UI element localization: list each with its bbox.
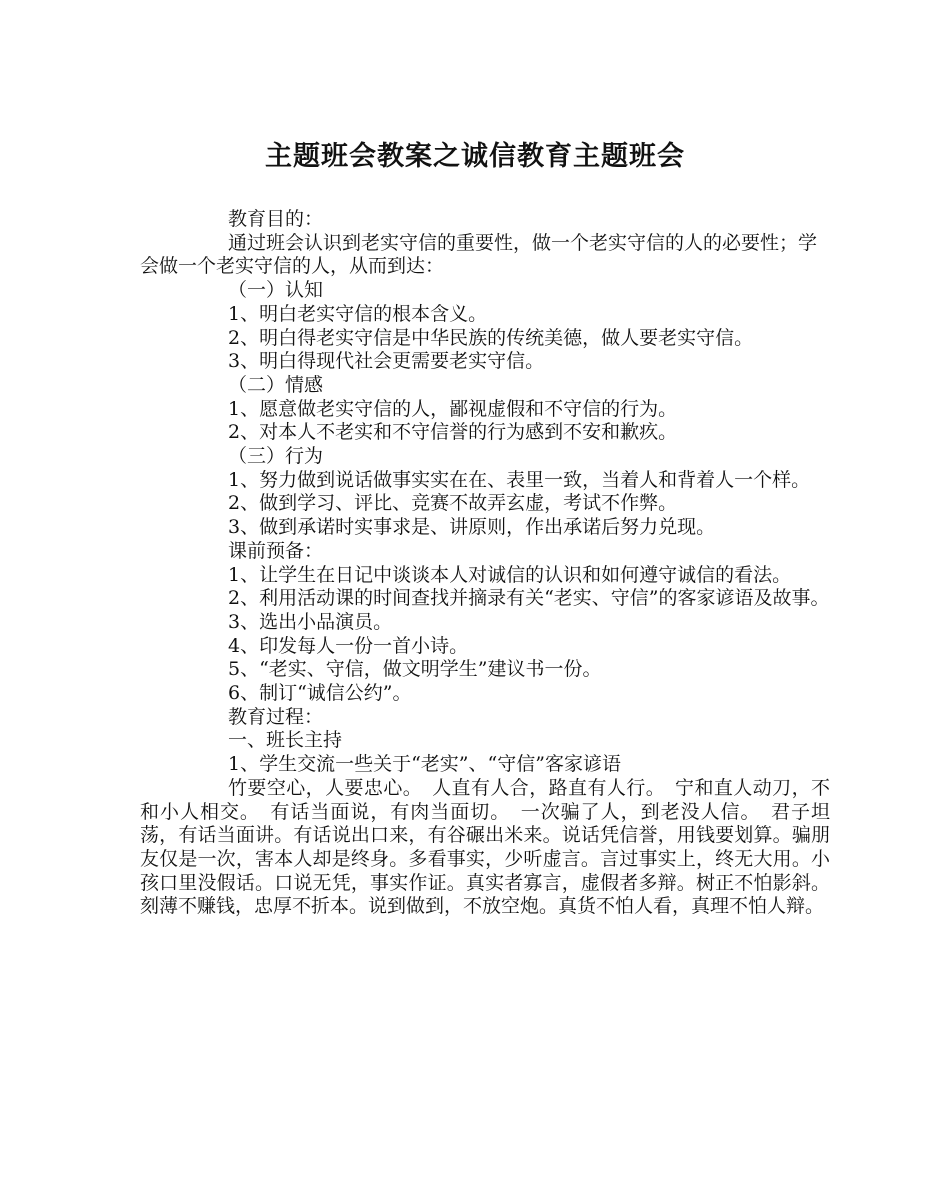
paragraph-behavior-heading: （三）行为 bbox=[228, 445, 324, 468]
paragraph-behavior-3: 3、做到承诺时实事求是、讲原则，作出承诺后努力兑现。 bbox=[228, 516, 716, 539]
paragraph-education-goal: 通过班会认识到老实守信的重要性，做一个老实守信的人的必要性；学会做一个老实守信的人，从而到达： bbox=[140, 231, 818, 278]
paragraph-cognition-2: 2、明白得老实守信是中华民族的传统美德，做人要老实守信。 bbox=[228, 326, 754, 349]
paragraph-emotion-1: 1、愿意做老实守信的人，鄙视虚假和不守信的行为。 bbox=[228, 397, 678, 420]
paragraph-preparation-5: 5、“老实、守信，做文明学生”建议书一份。 bbox=[228, 658, 602, 681]
paragraph-cognition-heading: （一）认知 bbox=[228, 279, 324, 302]
paragraph-behavior-1: 1、努力做到说话做事实实在在、表里一致，当着人和背着人一个样。 bbox=[228, 468, 811, 491]
document-body bbox=[140, 208, 830, 919]
paragraph-preparation-2: 2、利用活动课的时间查找并摘录有关“老实、守信”的客家谚语及故事。 bbox=[228, 587, 830, 610]
paragraph-process-heading: 教育过程： bbox=[228, 705, 324, 728]
paragraph-process-item-1: 1、学生交流一些关于“老实”、“守信”客家谚语 bbox=[228, 753, 621, 776]
paragraph-behavior-2: 2、做到学习、评比、竞赛不故弄玄虚，考试不作弊。 bbox=[228, 492, 678, 515]
paragraph-cognition-3: 3、明白得现代社会更需要老实守信。 bbox=[228, 350, 545, 373]
paragraph-preparation-heading: 课前预备： bbox=[228, 539, 324, 562]
paragraph-education-goal-heading: 教育目的： bbox=[228, 208, 324, 230]
paragraph-preparation-6: 6、制订“诚信公约”。 bbox=[228, 682, 412, 705]
paragraph-emotion-heading: （二）情感 bbox=[228, 373, 324, 396]
paragraph-proverbs: 竹要空心，人要忠心。 人直有人合，路直有人行。 宁和直人动刀，不和小人相交。 有话当面说，有肉当面切。 一次骗了人，到老没人信。 君子坦荡，有话当面讲。有话说出口来，有谷碾出米来。说话凭信誉，用钱要划算。骗朋友仅是一次，害本人却是终身。多看事实，少听虚言。言过事实上，终无大用。小孩口里没假话。口说无凭，事实作证。真实者寡言，虚假者多辩。树正不怕影斜。刻薄不赚钱，忠厚不折本。说到做到，不放空炮。真货不怕人看，真理不怕人辩。 bbox=[140, 776, 830, 918]
paragraph-process-section-1: 一、班长主持 bbox=[228, 729, 343, 752]
paragraph-emotion-2: 2、对本人不老实和不守信誉的行为感到不安和歉疚。 bbox=[228, 421, 678, 444]
paragraph-preparation-1: 1、让学生在日记中谈谈本人对诚信的认识和如何遵守诚信的看法。 bbox=[228, 563, 792, 586]
document-title: 主题班会教案之诚信教育主题班会 bbox=[265, 141, 685, 172]
paragraph-preparation-4: 4、印发每人一份一首小诗。 bbox=[228, 634, 469, 657]
paragraph-preparation-3: 3、选出小品演员。 bbox=[228, 610, 393, 633]
paragraph-cognition-1: 1、明白老实守信的根本含义。 bbox=[228, 302, 488, 325]
